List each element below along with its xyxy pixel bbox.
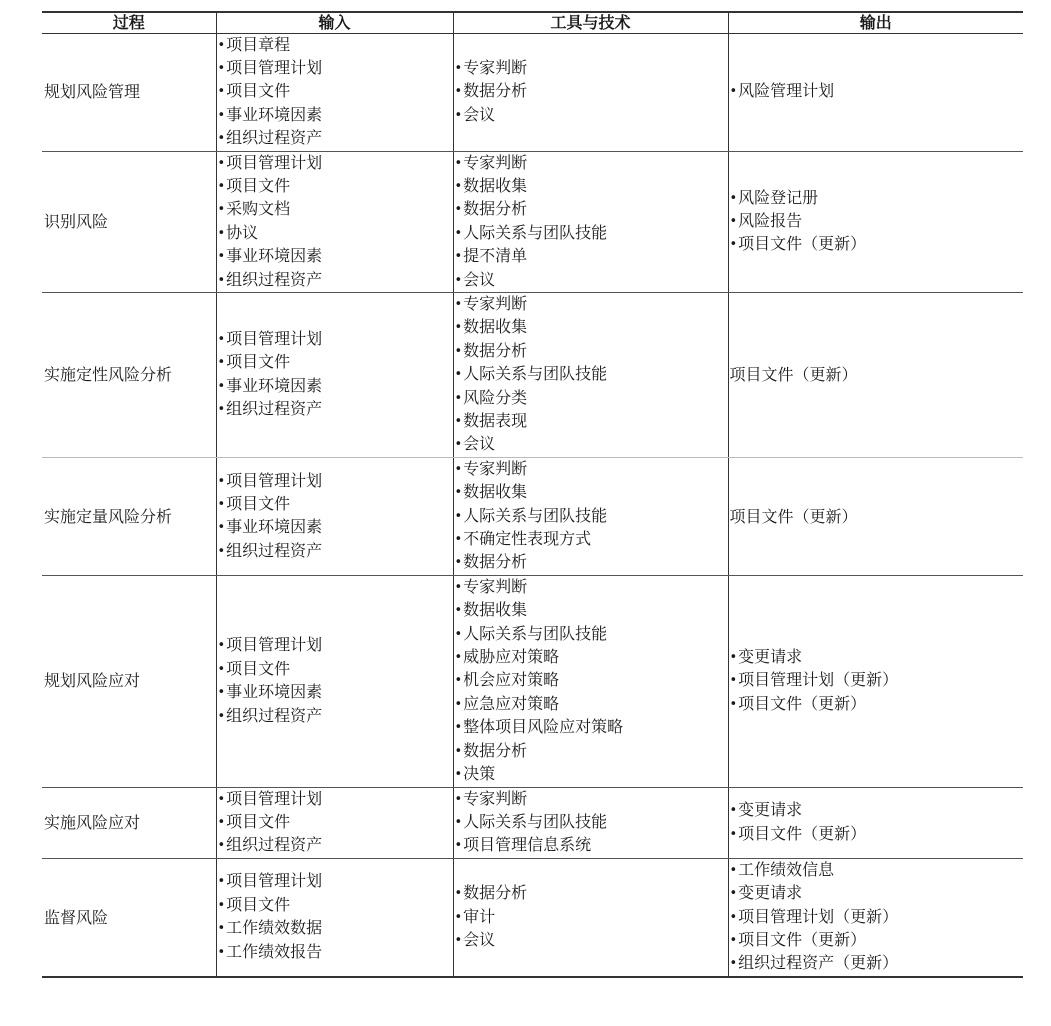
tool-item: • 数据收集 — [455, 599, 728, 622]
tools-cell — [453, 787, 728, 858]
tools-cell — [453, 33, 728, 151]
input-item: • 组织过程资产 — [218, 834, 453, 857]
input-item: • 组织过程资产 — [218, 269, 453, 292]
input-item: • 协议 — [218, 222, 453, 245]
input-item: • 项目文件 — [218, 175, 453, 198]
tool-item: • 人际关系与团队技能 — [455, 623, 728, 646]
output-item: • 项目文件（更新） — [730, 823, 1024, 846]
tool-item: • 威胁应对策略 — [455, 646, 728, 669]
header-process: 过程 — [42, 12, 216, 33]
tools-cell-list — [455, 576, 728, 787]
input-item: • 事业环境因素 — [218, 104, 453, 127]
table-row — [42, 858, 1023, 977]
outputs-cell — [728, 151, 1023, 292]
table-row — [42, 787, 1023, 858]
tools-cell — [453, 858, 728, 977]
tool-item: • 人际关系与团队技能 — [455, 505, 728, 528]
tool-item: • 审计 — [455, 906, 728, 929]
tool-item: • 专家判断 — [455, 57, 728, 80]
tool-item: • 人际关系与团队技能 — [455, 363, 728, 386]
input-item: • 组织过程资产 — [218, 540, 453, 563]
input-item: • 项目管理计划 — [218, 788, 453, 811]
outputs-cell-list — [730, 859, 1024, 976]
header-outputs: 输出 — [728, 12, 1023, 33]
input-item: • 事业环境因素 — [218, 681, 453, 704]
input-item: • 项目文件 — [218, 493, 453, 516]
input-item: • 项目管理计划 — [218, 634, 453, 657]
header-row — [42, 12, 1023, 33]
tool-item: • 数据分析 — [455, 740, 728, 763]
tool-item: • 专家判断 — [455, 293, 728, 316]
input-item: • 事业环境因素 — [218, 245, 453, 268]
input-item: • 组织过程资产 — [218, 127, 453, 150]
tool-item: • 不确定性表现方式 — [455, 528, 728, 551]
process-name-cell: 规划风险管理 — [42, 33, 216, 151]
tool-item: • 数据分析 — [455, 340, 728, 363]
tool-item: • 数据分析 — [455, 198, 728, 221]
inputs-cell-list — [218, 788, 453, 858]
tools-cell-list — [455, 882, 728, 952]
input-item: • 工作绩效报告 — [218, 941, 453, 964]
table-row — [42, 33, 1023, 151]
table-body — [42, 33, 1023, 977]
output-item: • 变更请求 — [730, 646, 1024, 669]
input-item: • 项目管理计划 — [218, 470, 453, 493]
inputs-cell — [216, 33, 453, 151]
tool-item: • 整体项目风险应对策略 — [455, 716, 728, 739]
tools-cell — [453, 457, 728, 575]
outputs-cell-list — [730, 80, 1024, 103]
tools-cell — [453, 151, 728, 292]
outputs-cell — [728, 33, 1023, 151]
tools-cell-list — [455, 293, 728, 457]
tool-item: • 数据收集 — [455, 316, 728, 339]
tool-item: • 专家判断 — [455, 788, 728, 811]
table-row — [42, 151, 1023, 292]
outputs-cell: 项目文件（更新） — [728, 292, 1023, 457]
tool-item: • 会议 — [455, 104, 728, 127]
inputs-cell — [216, 858, 453, 977]
inputs-cell-list — [218, 470, 453, 564]
tool-item: • 数据表现 — [455, 410, 728, 433]
inputs-cell-list — [218, 870, 453, 964]
tool-item: • 人际关系与团队技能 — [455, 222, 728, 245]
outputs-cell-list — [730, 187, 1024, 257]
output-item: • 风险登记册 — [730, 187, 1024, 210]
output-item: • 项目管理计划（更新） — [730, 906, 1024, 929]
input-item: • 项目文件 — [218, 351, 453, 374]
table-row — [42, 575, 1023, 787]
input-item: • 采购文档 — [218, 198, 453, 221]
tool-item: • 风险分类 — [455, 387, 728, 410]
process-name-cell: 实施定性风险分析 — [42, 292, 216, 457]
input-item: • 项目文件 — [218, 894, 453, 917]
tool-item: • 会议 — [455, 929, 728, 952]
output-item: • 风险报告 — [730, 210, 1024, 233]
tool-item: • 数据分析 — [455, 551, 728, 574]
tool-item: • 会议 — [455, 269, 728, 292]
output-item: • 项目文件（更新） — [730, 693, 1024, 716]
input-item: • 组织过程资产 — [218, 398, 453, 421]
tool-item: • 决策 — [455, 763, 728, 786]
tools-cell-list — [455, 57, 728, 127]
table-row — [42, 457, 1023, 575]
input-item: • 项目文件 — [218, 811, 453, 834]
tool-item: • 项目管理信息系统 — [455, 834, 728, 857]
tool-item: • 数据分析 — [455, 80, 728, 103]
table-row — [42, 292, 1023, 457]
input-item: • 项目管理计划 — [218, 328, 453, 351]
outputs-cell — [728, 787, 1023, 858]
outputs-cell-list — [730, 646, 1024, 716]
inputs-cell — [216, 457, 453, 575]
output-item: • 项目文件（更新） — [730, 929, 1024, 952]
tool-item: • 机会应对策略 — [455, 669, 728, 692]
tools-cell-list — [455, 152, 728, 292]
tool-item: • 专家判断 — [455, 458, 728, 481]
process-name-cell: 监督风险 — [42, 858, 216, 977]
tools-cell-list — [455, 458, 728, 575]
tool-item: • 应急应对策略 — [455, 693, 728, 716]
inputs-cell — [216, 292, 453, 457]
tool-item: • 数据分析 — [455, 882, 728, 905]
input-item: • 项目管理计划 — [218, 152, 453, 175]
tool-item: • 数据收集 — [455, 481, 728, 504]
output-item: • 工作绩效信息 — [730, 859, 1024, 882]
header-inputs: 输入 — [216, 12, 453, 33]
process-name-cell: 识别风险 — [42, 151, 216, 292]
output-item: • 风险管理计划 — [730, 80, 1024, 103]
output-item: • 变更请求 — [730, 799, 1024, 822]
input-item: • 项目文件 — [218, 658, 453, 681]
input-item: • 事业环境因素 — [218, 375, 453, 398]
tool-item: • 提不清单 — [455, 245, 728, 268]
risk-process-table — [42, 11, 1023, 978]
tools-cell — [453, 575, 728, 787]
outputs-cell-list — [730, 799, 1024, 846]
inputs-cell-list — [218, 634, 453, 728]
tool-item: • 专家判断 — [455, 576, 728, 599]
tool-item: • 人际关系与团队技能 — [455, 811, 728, 834]
input-item: • 项目管理计划 — [218, 870, 453, 893]
output-item: • 项目管理计划（更新） — [730, 669, 1024, 692]
process-name-cell: 实施风险应对 — [42, 787, 216, 858]
process-name-cell: 规划风险应对 — [42, 575, 216, 787]
output-item: • 变更请求 — [730, 882, 1024, 905]
output-item: • 组织过程资产（更新） — [730, 952, 1024, 975]
inputs-cell — [216, 575, 453, 787]
inputs-cell-list — [218, 34, 453, 151]
inputs-cell — [216, 787, 453, 858]
inputs-cell-list — [218, 328, 453, 422]
outputs-cell: 项目文件（更新） — [728, 457, 1023, 575]
tool-item: • 数据收集 — [455, 175, 728, 198]
inputs-cell-list — [218, 152, 453, 292]
tools-cell-list — [455, 788, 728, 858]
inputs-cell — [216, 151, 453, 292]
header-tools: 工具与技术 — [453, 12, 728, 33]
tool-item: • 专家判断 — [455, 152, 728, 175]
outputs-cell — [728, 858, 1023, 977]
input-item: • 项目管理计划 — [218, 57, 453, 80]
input-item: • 项目文件 — [218, 80, 453, 103]
process-name-cell: 实施定量风险分析 — [42, 457, 216, 575]
tools-cell — [453, 292, 728, 457]
tool-item: • 会议 — [455, 433, 728, 456]
input-item: • 项目章程 — [218, 34, 453, 57]
output-item: • 项目文件（更新） — [730, 233, 1024, 256]
input-item: • 事业环境因素 — [218, 516, 453, 539]
input-item: • 工作绩效数据 — [218, 917, 453, 940]
outputs-cell — [728, 575, 1023, 787]
input-item: • 组织过程资产 — [218, 705, 453, 728]
